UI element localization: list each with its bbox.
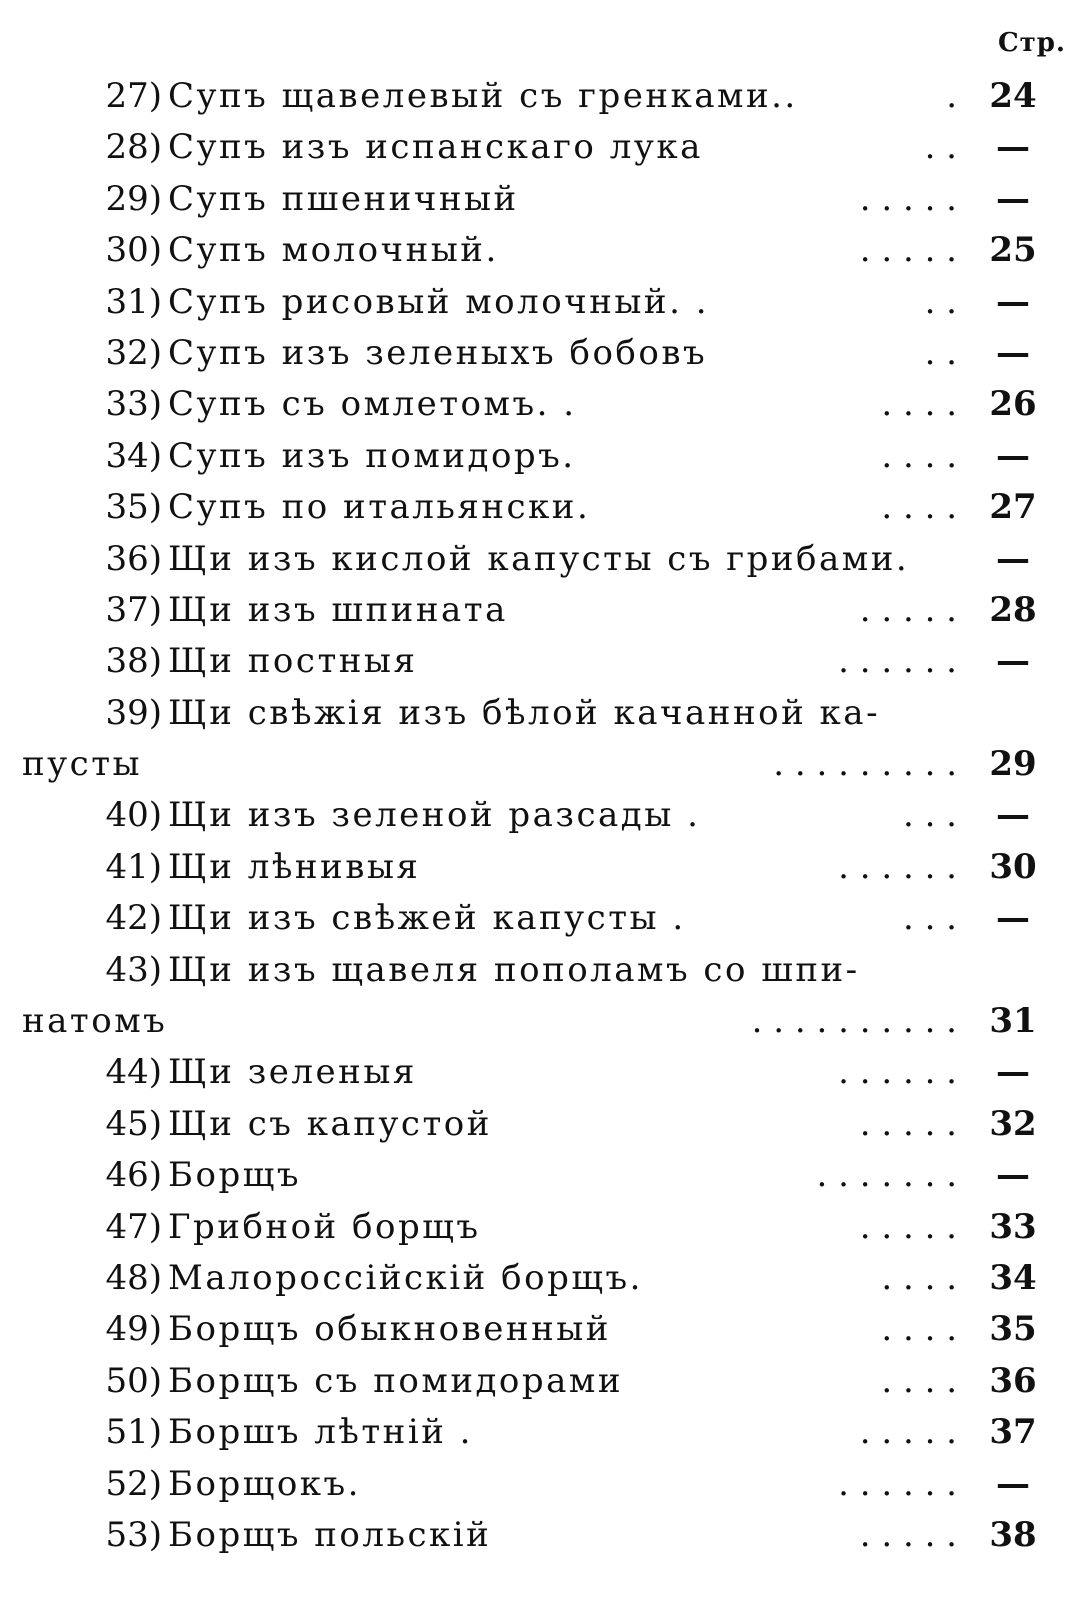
- toc-entry: [0, 1303, 1092, 1354]
- entry-number: 33): [105, 384, 162, 425]
- toc-entry: [0, 1458, 1092, 1509]
- entry-title: Щи изъ шпината: [168, 589, 508, 630]
- entry-title: Щи изъ зеленой разсады .: [168, 795, 701, 836]
- entry-page-number: 31: [989, 1001, 1037, 1042]
- toc-entry: [0, 430, 1092, 481]
- toc-entry: [0, 276, 1092, 327]
- toc-entry: [0, 687, 1092, 738]
- toc-entry: [0, 327, 1092, 378]
- toc-entry: [0, 121, 1092, 172]
- entry-number: 47): [105, 1206, 162, 1247]
- dot-leaders: . .: [924, 127, 957, 168]
- dot-leaders: . . . .: [881, 487, 957, 528]
- entry-title: Супъ изъ помидоръ.: [168, 435, 576, 476]
- entry-number: 49): [105, 1309, 162, 1350]
- entry-page-number: —: [996, 281, 1030, 322]
- dot-leaders: . . . . . . . . . .: [751, 1001, 957, 1042]
- entry-page-number: —: [996, 795, 1030, 836]
- entry-title: Супъ по итальянски.: [168, 487, 591, 528]
- table-of-contents: [0, 70, 1092, 1560]
- entry-page-number: 24: [989, 76, 1037, 116]
- entry-page-number: 36: [989, 1360, 1037, 1401]
- entry-number: 30): [105, 230, 162, 271]
- dot-leaders: . . .: [902, 898, 957, 939]
- entry-number: 32): [105, 332, 162, 373]
- entry-page-number: —: [996, 898, 1030, 939]
- entry-title: пусты: [22, 744, 143, 785]
- entry-page-number: —: [996, 1155, 1030, 1196]
- entry-number: 39): [105, 692, 162, 733]
- toc-entry: [0, 1355, 1092, 1406]
- toc-entry: [0, 995, 1092, 1046]
- entry-number: 37): [105, 589, 162, 630]
- entry-number: 45): [105, 1103, 162, 1144]
- entry-page-number: 30: [989, 846, 1037, 887]
- entry-page-number: —: [996, 538, 1030, 579]
- entry-page-number: 34: [989, 1257, 1037, 1298]
- toc-entry: [0, 481, 1092, 532]
- entry-title: Борщъ польскій: [168, 1514, 492, 1555]
- entry-title: Супъ пшеничный: [168, 178, 519, 219]
- dot-leaders: . . . . .: [859, 230, 957, 271]
- toc-entry: [0, 1098, 1092, 1149]
- entry-number: 41): [105, 846, 162, 887]
- toc-entry: [0, 1252, 1092, 1303]
- entry-number: 40): [105, 795, 162, 836]
- entry-number: 28): [105, 127, 162, 168]
- toc-entry: [0, 1406, 1092, 1457]
- toc-entry: [0, 584, 1092, 635]
- toc-entry: [0, 635, 1092, 686]
- dot-leaders: . . . . .: [859, 589, 957, 630]
- entry-title: Боршъ лѣтній .: [168, 1412, 473, 1453]
- dot-leaders: . . . . .: [859, 178, 957, 219]
- entry-page-number: 27: [989, 487, 1037, 528]
- toc-entry: [0, 892, 1092, 943]
- dot-leaders: . . . .: [881, 1360, 957, 1401]
- toc-entry: [0, 378, 1092, 429]
- toc-entry: [0, 224, 1092, 275]
- entry-title: Супъ молочный.: [168, 230, 499, 271]
- entry-number: 42): [105, 898, 162, 939]
- entry-page-number: —: [996, 1052, 1030, 1093]
- entry-page-number: 25: [989, 230, 1037, 271]
- dot-leaders: . . . .: [881, 435, 957, 476]
- entry-number: 51): [105, 1412, 162, 1453]
- entry-number: 46): [105, 1155, 162, 1196]
- entry-page-number: 29: [989, 744, 1037, 785]
- entry-title: Борщъ: [168, 1155, 301, 1196]
- entry-page-number: 28: [989, 589, 1037, 630]
- entry-title: Малороссійскій борщъ.: [168, 1257, 643, 1298]
- dot-leaders: . .: [924, 281, 957, 322]
- dot-leaders: . . . . .: [859, 1514, 957, 1555]
- entry-number: 44): [105, 1052, 162, 1093]
- dot-leaders: . . . . . .: [838, 1052, 957, 1093]
- entry-page-number: 32: [989, 1103, 1037, 1144]
- dot-leaders: . . . . . .: [838, 641, 957, 682]
- entry-title: Щи изъ щавеля пополамъ со шпи-: [168, 949, 860, 990]
- dot-leaders: . . . . . .: [838, 1463, 957, 1504]
- toc-entry: [0, 1149, 1092, 1200]
- entry-page-number: —: [996, 641, 1030, 682]
- dot-leaders: . . . .: [881, 1257, 957, 1298]
- dot-leaders: . . .: [902, 795, 957, 836]
- toc-entry: [0, 533, 1092, 584]
- entry-page-number: 33: [989, 1206, 1037, 1247]
- dot-leaders: . .: [924, 332, 957, 373]
- entry-page-number: 35: [989, 1309, 1037, 1350]
- page-column-label: Стр.: [997, 28, 1066, 58]
- entry-title: Грибной борщъ: [168, 1206, 481, 1247]
- dot-leaders: .: [946, 76, 957, 116]
- dot-leaders: . . . .: [881, 1309, 957, 1350]
- entry-page-number: —: [996, 127, 1030, 168]
- entry-page-number: 38: [989, 1514, 1037, 1555]
- toc-entry: [0, 738, 1092, 789]
- entry-title: Щи съ капустой: [168, 1103, 492, 1144]
- entry-number: 53): [105, 1514, 162, 1555]
- toc-entry: [0, 1046, 1092, 1097]
- entry-title: Щи лѣнивыя: [168, 846, 421, 887]
- entry-number: 43): [105, 949, 162, 990]
- entry-number: 31): [105, 281, 162, 322]
- toc-entry: [0, 944, 1092, 995]
- toc-entry: [0, 789, 1092, 840]
- entry-page-number: —: [996, 178, 1030, 219]
- entry-number: 48): [105, 1257, 162, 1298]
- entry-number: 50): [105, 1360, 162, 1401]
- entry-title: Супъ рисовый молочный. .: [168, 281, 709, 322]
- entry-title: Щи изъ свѣжей капусты .: [168, 898, 686, 939]
- toc-entry: [0, 1201, 1092, 1252]
- dot-leaders: . . . . .: [859, 1412, 957, 1453]
- dot-leaders: . . . . . .: [838, 846, 957, 887]
- entry-number: 29): [105, 178, 162, 219]
- toc-entry: [0, 173, 1092, 224]
- entry-page-number: 37: [989, 1412, 1037, 1453]
- entry-page-number: —: [996, 1463, 1030, 1504]
- toc-entry: [0, 1509, 1092, 1560]
- entry-title: Борщокъ.: [168, 1463, 361, 1504]
- entry-title: Щи изъ кислой капусты съ грибами.: [168, 538, 910, 579]
- entry-title: Супъ съ омлетомъ. .: [168, 384, 577, 425]
- entry-title: Щи свѣжія изъ бѣлой качанной ка-: [168, 692, 881, 733]
- entry-number: 36): [105, 538, 162, 579]
- entry-number: 27): [105, 76, 162, 116]
- entry-title: Супъ щавелевый съ гренками..: [168, 76, 798, 116]
- dot-leaders: . . . . .: [859, 1206, 957, 1247]
- dot-leaders: . . . . .: [859, 1103, 957, 1144]
- entry-number: 34): [105, 435, 162, 476]
- entry-title: Борщъ обыкновенный: [168, 1309, 611, 1350]
- entry-number: 52): [105, 1463, 162, 1504]
- entry-page-number: —: [996, 332, 1030, 373]
- dot-leaders: . . . . . . . . .: [773, 744, 957, 785]
- entry-title: Щи постныя: [168, 641, 418, 682]
- entry-title: Борщъ съ помидорами: [168, 1360, 624, 1401]
- entry-title: Щи зеленыя: [168, 1052, 417, 1093]
- entry-number: 38): [105, 641, 162, 682]
- entry-title: Супъ изъ зеленыхъ бобовъ: [168, 332, 708, 373]
- dot-leaders: . . . .: [881, 384, 957, 425]
- toc-entry: [0, 841, 1092, 892]
- entry-title: натомъ: [22, 1001, 168, 1042]
- dot-leaders: . . . . . . .: [816, 1155, 957, 1196]
- entry-page-number: 26: [989, 384, 1037, 425]
- entry-title: Супъ изъ испанскаго лука: [168, 127, 703, 168]
- entry-number: 35): [105, 487, 162, 528]
- toc-entry: [0, 70, 1092, 121]
- entry-page-number: —: [996, 435, 1030, 476]
